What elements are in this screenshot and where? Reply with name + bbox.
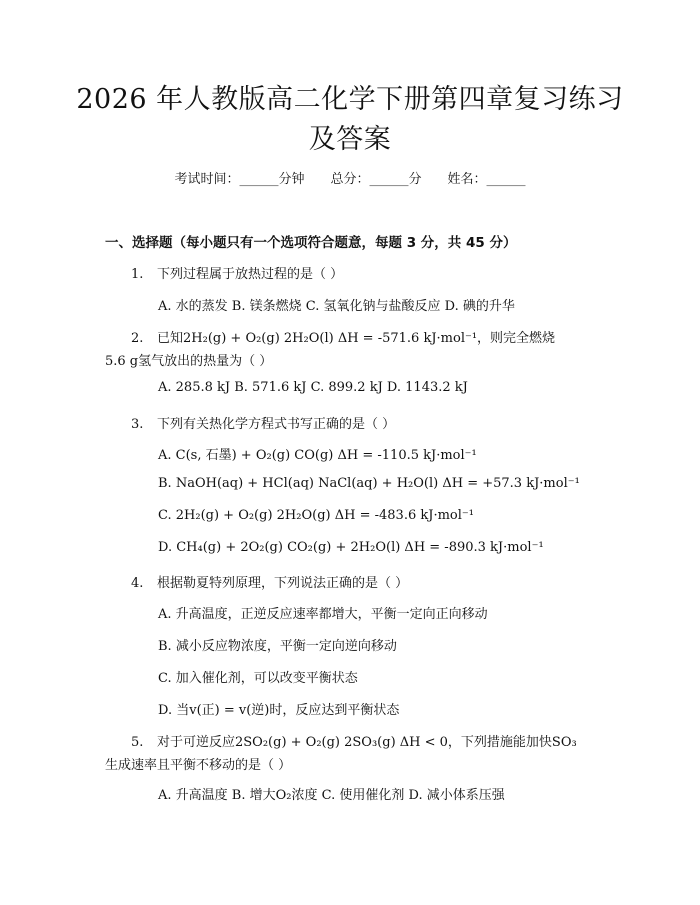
question-1 xyxy=(131,263,343,282)
question-number: 1. xyxy=(131,267,144,282)
question-stem: 已知2H₂(g) + O₂(g) 2H₂O(l) ΔH = -571.6 kJ·mol⁻¹，则完全燃烧 xyxy=(157,331,556,346)
question-4-option-d: D. 当v(正) = v(逆)时，反应达到平衡状态 xyxy=(158,703,400,718)
section-heading: 一、选择题（每小题只有一个选项符合题意，每题 3 分，共 45 分） xyxy=(105,235,517,251)
question-4-option-c: C. 加入催化剂，可以改变平衡状态 xyxy=(158,671,358,686)
question-3-option-b: B. NaOH(aq) + HCl(aq) NaCl(aq) + H₂O(l) ΔH = +57.3 kJ·mol⁻¹ xyxy=(158,476,580,491)
question-stem: 下列有关热化学方程式书写正确的是（ ） xyxy=(157,417,396,432)
question-3-option-c: C. 2H₂(g) + O₂(g) 2H₂O(g) ΔH = -483.6 kJ·mol⁻¹ xyxy=(158,508,474,523)
page-title xyxy=(0,80,700,160)
question-4 xyxy=(131,572,408,591)
question-number: 5. xyxy=(131,735,144,750)
question-stem: 对于可逆反应2SO₂(g) + O₂(g) 2SO₃(g) ΔH < 0，下列措施能加快SO₃ xyxy=(157,735,577,750)
question-3-option-d: D. CH₄(g) + 2O₂(g) CO₂(g) + 2H₂O(l) ΔH = -890.3 kJ·mol⁻¹ xyxy=(158,540,544,555)
question-2 xyxy=(131,327,555,346)
question-2-stem-cont: 5.6 g氢气放出的热量为（ ） xyxy=(105,354,273,369)
question-stem: 下列过程属于放热过程的是（ ） xyxy=(157,267,344,282)
question-stem: 根据勒夏特列原理，下列说法正确的是（ ） xyxy=(157,576,409,591)
question-number: 2. xyxy=(131,331,144,346)
title-line-2: 及答案 xyxy=(308,124,392,155)
question-3 xyxy=(131,413,395,432)
question-3-option-a: A. C(s, 石墨) + O₂(g) CO(g) ΔH = -110.5 kJ·mol⁻¹ xyxy=(158,448,477,463)
title-line-1: 2026 年人教版高二化学下册第四章复习练习 xyxy=(76,84,624,115)
question-5-options: A. 升高温度 B. 增大O₂浓度 C. 使用催化剂 D. 减小体系压强 xyxy=(158,788,505,803)
question-4-option-a: A. 升高温度，正逆反应速率都增大，平衡一定向正向移动 xyxy=(158,607,488,622)
question-number: 3. xyxy=(131,417,144,432)
question-5 xyxy=(131,731,577,750)
exam-meta: 考试时间：______分钟 总分：______分 姓名：______ xyxy=(174,172,526,187)
question-1-options: A. 水的蒸发 B. 镁条燃烧 C. 氢氧化钠与盐酸反应 D. 碘的升华 xyxy=(158,299,515,314)
question-4-option-b: B. 减小反应物浓度，平衡一定向逆向移动 xyxy=(158,639,397,654)
question-number: 4. xyxy=(131,576,144,591)
question-5-stem-cont: 生成速率且平衡不移动的是（ ） xyxy=(105,758,292,773)
question-2-options: A. 285.8 kJ B. 571.6 kJ C. 899.2 kJ D. 1143.2 kJ xyxy=(158,380,468,395)
